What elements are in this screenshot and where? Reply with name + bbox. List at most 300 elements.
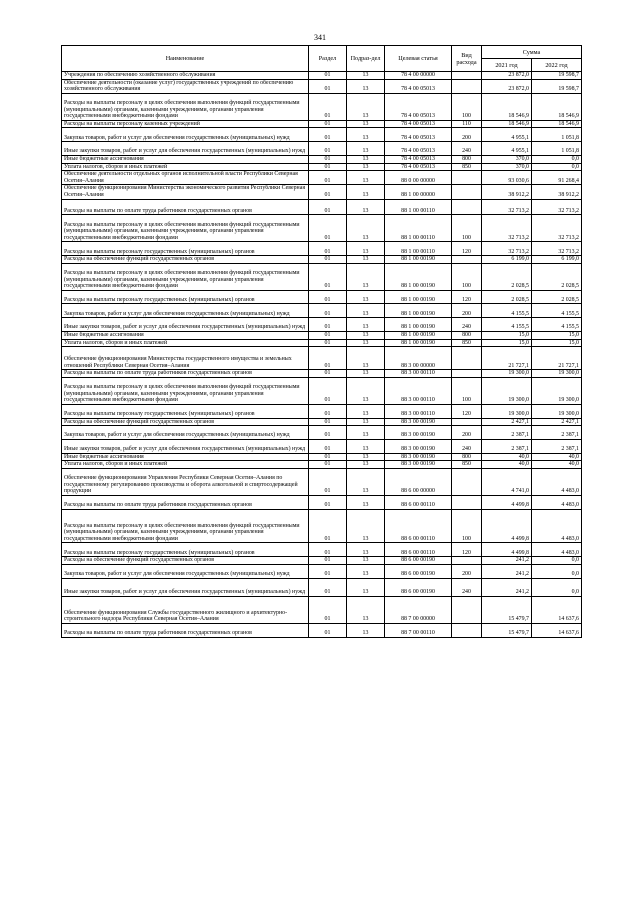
row-section: 01: [309, 509, 347, 543]
row-expense-type: [452, 624, 482, 638]
header-sum: Сумма: [482, 46, 582, 59]
row-target: 88 7 00 00110: [385, 624, 452, 638]
row-expense-type: 850: [452, 461, 482, 469]
row-sum-2021: 2 028,5: [482, 263, 532, 290]
row-target: 78 4 00 00000: [385, 72, 452, 80]
row-section: 01: [309, 543, 347, 557]
row-sum-2022: 15,0: [532, 332, 582, 340]
table-body: [62, 72, 582, 638]
row-name: Иные бюджетные ассигнования: [62, 453, 309, 461]
row-subsection: 13: [347, 128, 385, 142]
row-subsection: 13: [347, 93, 385, 120]
row-target: 78 4 00 05013: [385, 79, 452, 93]
table-row: [62, 557, 582, 565]
row-sum-2022: 19 300,0: [532, 404, 582, 418]
row-target: 88 3 00 00190: [385, 418, 452, 426]
row-name: Уплата налогов, сборов и иных платежей: [62, 339, 309, 347]
row-sum-2021: 19 300,0: [482, 370, 532, 378]
row-sum-2021: 38 912,2: [482, 185, 532, 199]
row-name: Обеспечение деятельности (оказание услуг) государственных учреждений по обеспечению хозяйственного обслуживания: [62, 79, 309, 93]
row-sum-2021: 4 499,8: [482, 509, 532, 543]
row-expense-type: 800: [452, 453, 482, 461]
row-target: 78 4 00 05013: [385, 128, 452, 142]
row-target: 88 3 00 00190: [385, 461, 452, 469]
row-expense-type: [452, 185, 482, 199]
row-section: 01: [309, 469, 347, 496]
row-sum-2022: 4 483,0: [532, 496, 582, 510]
row-name: Расходы на выплаты по оплате труда работников государственных органов: [62, 199, 309, 215]
row-target: 78 4 00 05013: [385, 163, 452, 171]
row-subsection: 13: [347, 557, 385, 565]
row-target: 88 1 00 00000: [385, 185, 452, 199]
table-row: [62, 242, 582, 256]
row-target: 88 3 00 00110: [385, 377, 452, 404]
header-target: Целевая статья: [385, 46, 452, 72]
row-sum-2022: 2 028,5: [532, 290, 582, 304]
row-section: 01: [309, 370, 347, 378]
table-row: [62, 93, 582, 120]
row-name: Уплата налогов, сборов и иных платежей: [62, 163, 309, 171]
row-subsection: 13: [347, 461, 385, 469]
row-expense-type: [452, 199, 482, 215]
row-section: 01: [309, 461, 347, 469]
row-subsection: 13: [347, 79, 385, 93]
row-name: Расходы на обеспечение функций государственных органов: [62, 557, 309, 565]
row-name: Иные закупки товаров, работ и услуг для обеспечения государственных (муниципальных) нужд: [62, 578, 309, 596]
row-sum-2022: 0,0: [532, 155, 582, 163]
row-section: 01: [309, 453, 347, 461]
row-name: Уплата налогов, сборов и иных платежей: [62, 461, 309, 469]
row-sum-2021: 32 713,2: [482, 215, 532, 242]
row-section: 01: [309, 256, 347, 264]
header-name: Наименование: [62, 46, 309, 72]
row-target: 78 4 00 05013: [385, 142, 452, 156]
row-subsection: 13: [347, 332, 385, 340]
row-sum-2022: 40,0: [532, 461, 582, 469]
row-sum-2022: 21 727,1: [532, 347, 582, 370]
table-row: [62, 120, 582, 128]
row-sum-2021: 21 727,1: [482, 347, 532, 370]
row-name: Иные бюджетные ассигнования: [62, 155, 309, 163]
row-expense-type: 240: [452, 440, 482, 454]
table-row: [62, 142, 582, 156]
row-target: 88 6 00 00190: [385, 564, 452, 578]
row-target: 88 1 00 00190: [385, 332, 452, 340]
row-name: Учреждения по обеспечению хозяйственного обслуживания: [62, 72, 309, 80]
row-section: 01: [309, 624, 347, 638]
row-expense-type: [452, 370, 482, 378]
row-sum-2021: 23 872,0: [482, 79, 532, 93]
row-name: Обеспечение функционирования Министерства экономического развития Республики Северная Осетия–Алания: [62, 185, 309, 199]
row-section: 01: [309, 290, 347, 304]
row-expense-type: [452, 79, 482, 93]
row-subsection: 13: [347, 155, 385, 163]
row-expense-type: [452, 347, 482, 370]
row-expense-type: 200: [452, 128, 482, 142]
row-subsection: 13: [347, 215, 385, 242]
row-subsection: 13: [347, 370, 385, 378]
row-target: 88 1 00 00190: [385, 256, 452, 264]
row-subsection: 13: [347, 426, 385, 440]
row-name: Иные закупки товаров, работ и услуг для обеспечения государственных (муниципальных) нужд: [62, 142, 309, 156]
row-sum-2021: 4 955,1: [482, 142, 532, 156]
row-sum-2022: 14 637,6: [532, 624, 582, 638]
row-target: 88 1 00 00110: [385, 242, 452, 256]
table-row: [62, 509, 582, 543]
row-sum-2022: 6 199,0: [532, 256, 582, 264]
row-sum-2022: 15,0: [532, 339, 582, 347]
row-expense-type: [452, 469, 482, 496]
row-expense-type: 100: [452, 93, 482, 120]
row-name: Расходы на выплаты персоналу государственных (муниципальных) органов: [62, 543, 309, 557]
row-target: 78 4 00 05013: [385, 93, 452, 120]
table-row: [62, 404, 582, 418]
row-sum-2022: 40,0: [532, 453, 582, 461]
row-target: 88 1 00 00110: [385, 199, 452, 215]
row-sum-2022: 4 483,0: [532, 469, 582, 496]
row-section: 01: [309, 496, 347, 510]
row-section: 01: [309, 79, 347, 93]
row-sum-2021: 4 499,8: [482, 543, 532, 557]
table-row: [62, 453, 582, 461]
row-section: 01: [309, 242, 347, 256]
table-row: [62, 256, 582, 264]
row-target: 78 4 00 05013: [385, 155, 452, 163]
row-sum-2021: 15,0: [482, 332, 532, 340]
row-name: Расходы на выплаты персоналу в целях обеспечения выполнения функций государственными (муниципальными) органами, казенными учреждениями, органами управления государственными внебюджетными фондами: [62, 377, 309, 404]
row-subsection: 13: [347, 453, 385, 461]
row-name: Иные закупки товаров, работ и услуг для обеспечения государственных (муниципальных) нужд: [62, 318, 309, 332]
row-section: 01: [309, 404, 347, 418]
row-section: 01: [309, 163, 347, 171]
row-sum-2021: 32 713,2: [482, 199, 532, 215]
row-sum-2021: 2 028,5: [482, 290, 532, 304]
row-sum-2022: 19 300,0: [532, 377, 582, 404]
row-target: 88 3 00 00110: [385, 404, 452, 418]
row-subsection: 13: [347, 469, 385, 496]
row-sum-2021: 15 479,7: [482, 624, 532, 638]
table-row: [62, 418, 582, 426]
row-name: Обеспечение деятельности отдельных органов исполнительной власти Республики Северная Осетия–Алания: [62, 171, 309, 185]
row-sum-2021: 15 479,7: [482, 597, 532, 624]
row-target: 88 3 00 00000: [385, 347, 452, 370]
header-expense-type: Вид расхода: [452, 46, 482, 72]
row-sum-2022: 0,0: [532, 578, 582, 596]
header-subsection: Подраз-дел: [347, 46, 385, 72]
row-section: 01: [309, 440, 347, 454]
row-section: 01: [309, 120, 347, 128]
row-section: 01: [309, 155, 347, 163]
row-expense-type: 120: [452, 242, 482, 256]
row-sum-2022: 18 546,9: [532, 93, 582, 120]
table-row: [62, 155, 582, 163]
row-subsection: 13: [347, 578, 385, 596]
row-subsection: 13: [347, 347, 385, 370]
table-row: [62, 318, 582, 332]
row-target: 88 6 00 00110: [385, 509, 452, 543]
row-name: Иные бюджетные ассигнования: [62, 332, 309, 340]
table-row: [62, 377, 582, 404]
row-target: 88 1 00 00190: [385, 318, 452, 332]
row-section: 01: [309, 128, 347, 142]
row-section: 01: [309, 215, 347, 242]
row-section: 01: [309, 426, 347, 440]
table-row: [62, 339, 582, 347]
row-sum-2021: 19 300,0: [482, 377, 532, 404]
row-sum-2022: 19 300,0: [532, 370, 582, 378]
row-section: 01: [309, 72, 347, 80]
row-section: 01: [309, 377, 347, 404]
row-sum-2022: 0,0: [532, 163, 582, 171]
row-sum-2021: 15,0: [482, 339, 532, 347]
table-row: [62, 564, 582, 578]
row-sum-2021: 19 300,0: [482, 404, 532, 418]
row-sum-2021: 93 030,6: [482, 171, 532, 185]
row-target: 88 3 00 00190: [385, 453, 452, 461]
row-target: 88 6 00 00000: [385, 469, 452, 496]
row-expense-type: 240: [452, 142, 482, 156]
table-row: [62, 79, 582, 93]
row-target: 88 0 00 00000: [385, 171, 452, 185]
row-name: Расходы на выплаты персоналу в целях обеспечения выполнения функций государственными (муниципальными) органами, казенными учреждениями, органами управления государственными внебюджетными фондами: [62, 509, 309, 543]
row-expense-type: 100: [452, 509, 482, 543]
row-name: Обеспечение функционирования Министерства государственного имущества и земельных отношений Республики Северная Осетия–Алания: [62, 347, 309, 370]
row-sum-2021: 2 387,1: [482, 440, 532, 454]
row-expense-type: [452, 496, 482, 510]
row-expense-type: 120: [452, 290, 482, 304]
row-section: 01: [309, 418, 347, 426]
page-number: 341: [314, 33, 326, 42]
table-row: [62, 347, 582, 370]
table-row: [62, 597, 582, 624]
row-sum-2022: 32 713,2: [532, 242, 582, 256]
row-section: 01: [309, 339, 347, 347]
table-row: [62, 332, 582, 340]
row-expense-type: 240: [452, 578, 482, 596]
row-sum-2022: 32 713,2: [532, 199, 582, 215]
table-row: [62, 578, 582, 596]
row-name: Закупка товаров, работ и услуг для обеспечения государственных (муниципальных) нужд: [62, 128, 309, 142]
row-subsection: 13: [347, 418, 385, 426]
row-sum-2021: 370,0: [482, 155, 532, 163]
row-expense-type: [452, 557, 482, 565]
row-name: Расходы на выплаты по оплате труда работников государственных органов: [62, 496, 309, 510]
row-name: Закупка товаров, работ и услуг для обеспечения государственных (муниципальных) нужд: [62, 304, 309, 318]
row-sum-2021: 241,2: [482, 578, 532, 596]
row-expense-type: 200: [452, 564, 482, 578]
row-subsection: 13: [347, 256, 385, 264]
row-expense-type: 100: [452, 263, 482, 290]
row-section: 01: [309, 142, 347, 156]
row-target: 88 1 00 00190: [385, 290, 452, 304]
row-expense-type: 200: [452, 304, 482, 318]
row-sum-2022: 2 028,5: [532, 263, 582, 290]
row-target: 88 3 00 00110: [385, 370, 452, 378]
row-subsection: 13: [347, 185, 385, 199]
row-section: 01: [309, 185, 347, 199]
row-sum-2021: 32 713,2: [482, 242, 532, 256]
row-section: 01: [309, 557, 347, 565]
row-expense-type: 120: [452, 404, 482, 418]
row-sum-2022: 4 155,5: [532, 304, 582, 318]
row-expense-type: [452, 597, 482, 624]
row-sum-2021: 370,0: [482, 163, 532, 171]
row-subsection: 13: [347, 440, 385, 454]
row-section: 01: [309, 263, 347, 290]
row-target: 88 1 00 00190: [385, 304, 452, 318]
row-name: Закупка товаров, работ и услуг для обеспечения государственных (муниципальных) нужд: [62, 426, 309, 440]
row-sum-2021: 241,2: [482, 564, 532, 578]
table-row: [62, 440, 582, 454]
row-subsection: 13: [347, 597, 385, 624]
row-section: 01: [309, 171, 347, 185]
row-subsection: 13: [347, 564, 385, 578]
table-row: [62, 370, 582, 378]
row-subsection: 13: [347, 318, 385, 332]
row-expense-type: 100: [452, 377, 482, 404]
row-subsection: 13: [347, 377, 385, 404]
row-sum-2021: 18 546,9: [482, 93, 532, 120]
row-name: Расходы на выплаты по оплате труда работников государственных органов: [62, 624, 309, 638]
row-section: 01: [309, 597, 347, 624]
row-target: 88 1 00 00190: [385, 339, 452, 347]
row-name: Расходы на выплаты персоналу государственных (муниципальных) органов: [62, 290, 309, 304]
row-name: Расходы на выплаты персоналу казенных учреждений: [62, 120, 309, 128]
table-row: [62, 185, 582, 199]
row-target: 88 3 00 00190: [385, 426, 452, 440]
row-expense-type: 850: [452, 163, 482, 171]
row-expense-type: 200: [452, 426, 482, 440]
row-expense-type: [452, 171, 482, 185]
row-sum-2021: 4 955,1: [482, 128, 532, 142]
row-target: 88 6 00 00110: [385, 496, 452, 510]
row-name: Расходы на выплаты персоналу в целях обеспечения выполнения функций государственными (муниципальными) органами, казенными учреждениями, органами управления государственными внебюджетными фондами: [62, 263, 309, 290]
row-target: 88 3 00 00190: [385, 440, 452, 454]
table-row: [62, 263, 582, 290]
row-expense-type: 100: [452, 215, 482, 242]
table-row: [62, 72, 582, 80]
row-name: Закупка товаров, работ и услуг для обеспечения государственных (муниципальных) нужд: [62, 564, 309, 578]
row-name: Обеспечение функционирования Управления Республики Северная Осетия–Алания по государственному регулированию производства и оборота алкогольной и спиртосодержащей продукции: [62, 469, 309, 496]
row-section: 01: [309, 347, 347, 370]
row-subsection: 13: [347, 304, 385, 318]
row-target: 88 1 00 00190: [385, 263, 452, 290]
row-subsection: 13: [347, 163, 385, 171]
row-name: Расходы на выплаты персоналу в целях обеспечения выполнения функций государственными (муниципальными) органами, казенными учреждениями, органами управления государственными внебюджетными фондами: [62, 215, 309, 242]
row-name: Расходы на обеспечение функций государственных органов: [62, 418, 309, 426]
row-sum-2022: 2 387,1: [532, 440, 582, 454]
row-subsection: 13: [347, 263, 385, 290]
row-sum-2022: 0,0: [532, 557, 582, 565]
row-sum-2022: 0,0: [532, 564, 582, 578]
row-expense-type: 110: [452, 120, 482, 128]
row-sum-2022: 4 155,5: [532, 318, 582, 332]
row-expense-type: 120: [452, 543, 482, 557]
row-target: 88 6 00 00190: [385, 578, 452, 596]
table-row: [62, 426, 582, 440]
row-name: Расходы на выплаты по оплате труда работников государственных органов: [62, 370, 309, 378]
row-name: Расходы на выплаты персоналу в целях обеспечения выполнения функций государственными (муниципальными) органами, казенными учреждениями, органами управления государственными внебюджетными фондами: [62, 93, 309, 120]
row-sum-2021: 40,0: [482, 461, 532, 469]
row-subsection: 13: [347, 72, 385, 80]
row-target: 88 6 00 00190: [385, 557, 452, 565]
row-name: Обеспечение функционирования Службы государственного жилищного и архитектурно-строительного надзора Республики Северная Осетия–Алания: [62, 597, 309, 624]
row-expense-type: 240: [452, 318, 482, 332]
table-row: [62, 543, 582, 557]
row-subsection: 13: [347, 199, 385, 215]
row-sum-2021: 2 387,1: [482, 426, 532, 440]
header-section: Раздел: [309, 46, 347, 72]
row-subsection: 13: [347, 120, 385, 128]
row-sum-2022: 38 912,2: [532, 185, 582, 199]
row-subsection: 13: [347, 624, 385, 638]
row-name: Иные закупки товаров, работ и услуг для обеспечения государственных (муниципальных) нужд: [62, 440, 309, 454]
row-name: Расходы на обеспечение функций государственных органов: [62, 256, 309, 264]
row-sum-2022: 4 483,0: [532, 543, 582, 557]
row-sum-2022: 32 713,2: [532, 215, 582, 242]
row-expense-type: [452, 418, 482, 426]
table-row: [62, 171, 582, 185]
row-target: 78 4 00 05013: [385, 120, 452, 128]
header-2021: 2021 год: [482, 59, 532, 72]
row-subsection: 13: [347, 339, 385, 347]
row-sum-2022: 4 483,0: [532, 509, 582, 543]
row-sum-2021: 4 741,0: [482, 469, 532, 496]
row-sum-2021: 18 546,9: [482, 120, 532, 128]
row-section: 01: [309, 564, 347, 578]
row-sum-2022: 2 387,1: [532, 426, 582, 440]
row-sum-2021: 23 872,0: [482, 72, 532, 80]
row-name: Расходы на выплаты персоналу государственных (муниципальных) органов: [62, 242, 309, 256]
budget-table: [61, 45, 582, 638]
table-row: [62, 199, 582, 215]
row-name: Расходы на выплаты персоналу государственных (муниципальных) органов: [62, 404, 309, 418]
row-sum-2021: 4 155,5: [482, 304, 532, 318]
table-row: [62, 163, 582, 171]
row-sum-2021: 4 155,5: [482, 318, 532, 332]
row-expense-type: [452, 72, 482, 80]
row-subsection: 13: [347, 543, 385, 557]
row-sum-2022: 19 598,7: [532, 72, 582, 80]
table-row: [62, 304, 582, 318]
table-row: [62, 496, 582, 510]
row-subsection: 13: [347, 142, 385, 156]
row-target: 88 6 00 00110: [385, 543, 452, 557]
row-expense-type: 850: [452, 339, 482, 347]
row-subsection: 13: [347, 496, 385, 510]
row-subsection: 13: [347, 171, 385, 185]
row-sum-2022: 19 598,7: [532, 79, 582, 93]
row-subsection: 13: [347, 290, 385, 304]
row-sum-2022: 1 051,8: [532, 142, 582, 156]
table-row: [62, 624, 582, 638]
row-section: 01: [309, 304, 347, 318]
table-row: [62, 128, 582, 142]
row-sum-2021: 241,2: [482, 557, 532, 565]
row-sum-2022: 91 268,4: [532, 171, 582, 185]
row-sum-2022: 18 546,9: [532, 120, 582, 128]
table-row: [62, 469, 582, 496]
row-sum-2022: 1 051,8: [532, 128, 582, 142]
row-sum-2021: 40,0: [482, 453, 532, 461]
table-row: [62, 215, 582, 242]
row-sum-2021: 2 427,1: [482, 418, 532, 426]
row-section: 01: [309, 332, 347, 340]
row-sum-2021: 4 499,8: [482, 496, 532, 510]
row-expense-type: [452, 256, 482, 264]
table-row: [62, 290, 582, 304]
row-section: 01: [309, 318, 347, 332]
